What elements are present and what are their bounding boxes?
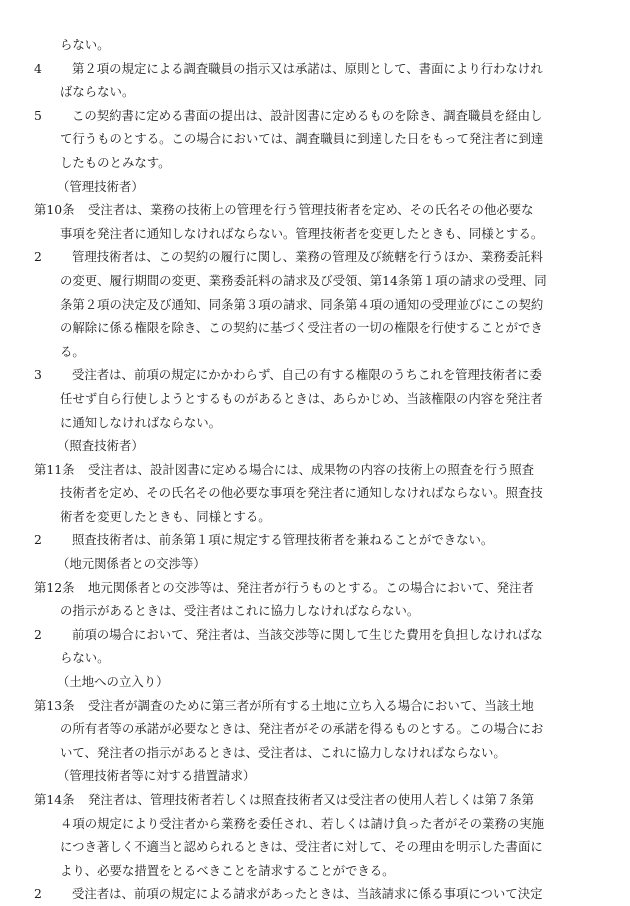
line-text: （地元関係者との交渉等） xyxy=(57,556,206,572)
line-text: る。 xyxy=(60,343,85,359)
paragraph-continuation-line xyxy=(0,269,630,293)
paragraph-continuation-line xyxy=(0,812,630,836)
paragraph-number: 2 xyxy=(34,249,42,265)
line-text: 術者を変更したときも、同様とする。 xyxy=(60,508,271,524)
paragraph-continuation-line xyxy=(0,646,630,670)
line-text: 管理技術者は、この契約の履行に関し、業務の管理及び統轄を行うほか、業務委託料 xyxy=(72,249,543,265)
line-text: 技術者を定め、その氏名その他必要な事項を発注者に通知しなければならない。照査技 xyxy=(60,485,543,501)
paragraph-continuation-line xyxy=(0,859,630,883)
line-text: 前項の場合において、発注者は、当該交渉等に関して生じた費用を負担しなければな xyxy=(72,626,543,642)
paragraph-first-line xyxy=(0,623,630,647)
line-text: らない。 xyxy=(60,650,110,666)
article-first-line xyxy=(0,576,630,600)
article-first-line xyxy=(0,694,630,718)
line-text: に通知しなければならない。 xyxy=(60,414,222,430)
line-text: したものとみなす。 xyxy=(60,154,171,170)
paragraph-continuation-line xyxy=(0,127,630,151)
line-text: 受注者は、前項の規定による請求があったときは、当該請求に係る事項について決定 xyxy=(72,886,543,902)
line-text: （照査技術者） xyxy=(57,438,144,454)
article-heading xyxy=(0,552,630,576)
paragraph-number: 2 xyxy=(34,532,42,548)
paragraph-first-line xyxy=(0,57,630,81)
line-text: この契約書に定める書面の提出は、設計図書に定めるものを除き、調査職員を経由し xyxy=(72,107,543,123)
paragraph-number: 2 xyxy=(34,626,42,642)
line-text: 条第２項の決定及び通知、同条第３項の請求、同条第４項の通知の受理並びにこの契約 xyxy=(60,296,544,312)
line-text: 任せず自ら行使しようとするものがあるときは、あらかじめ、当該権限の内容を発注者 xyxy=(60,390,543,406)
line-text: 地元関係者との交渉等は、発注者が行うものとする。この場合において、発注者 xyxy=(88,579,534,595)
line-text: ４項の規定により受注者から業務を委任され、若しくは請け負った者がその業務の実施 xyxy=(60,815,544,831)
article-first-line xyxy=(0,788,630,812)
article-number: 第11条 xyxy=(34,461,75,477)
paragraph-continuation-line xyxy=(0,222,630,246)
line-text: （管理技術者） xyxy=(57,178,144,194)
paragraph-continuation-line xyxy=(0,717,630,741)
paragraph-continuation-line xyxy=(0,340,630,364)
line-text: 第２項の規定による調査職員の指示又は承諾は、原則として、書面により行わなけれ xyxy=(72,60,543,76)
paragraph-number: 2 xyxy=(34,886,42,902)
line-text: らない。 xyxy=(60,37,110,52)
paragraph-continuation-line xyxy=(0,599,630,623)
paragraph-continuation-line xyxy=(0,316,630,340)
paragraph-first-line xyxy=(0,245,630,269)
line-text: 事項を発注者に通知しなければならない。管理技術者を変更したときも、同様とする。 xyxy=(60,225,544,241)
paragraph-first-line xyxy=(0,363,630,387)
article-number: 第10条 xyxy=(34,202,75,218)
paragraph-continuation-line xyxy=(0,505,630,529)
article-heading xyxy=(0,764,630,788)
article-heading xyxy=(0,175,630,199)
line-text: の変更、履行期間の変更、業務委託料の請求及び受領、第14条第１項の請求の受理、同 xyxy=(60,272,547,288)
article-heading xyxy=(0,434,630,458)
paragraph-continuation-line xyxy=(0,293,630,317)
paragraph-continuation-line xyxy=(0,33,630,57)
line-text: 受注者は、前項の規定にかかわらず、自己の有する権限のうちこれを管理技術者に委 xyxy=(72,367,542,383)
article-first-line xyxy=(0,198,630,222)
line-text: 受注者は、設計図書に定める場合には、成果物の内容の技術上の照査を行う照査 xyxy=(88,461,535,477)
line-text: の所有者等の承諾が必要なときは、発注者がその承諾を得るものとする。この場合にお xyxy=(60,721,544,737)
paragraph-number: 4 xyxy=(34,60,42,76)
line-text: て行うものとする。この場合においては、調査職員に到達した日をもって発注者に到達 xyxy=(60,131,544,147)
line-text: の解除に係る権限を除き、この契約に基づく受注者の一切の権限を行使することができ xyxy=(60,320,543,336)
paragraph-continuation-line xyxy=(0,835,630,859)
paragraph-continuation-line xyxy=(0,741,630,765)
line-text: の指示があるときは、受注者はこれに協力しなければならない。 xyxy=(60,603,420,619)
paragraph-number: 5 xyxy=(34,107,42,123)
article-number: 第13条 xyxy=(34,697,75,713)
paragraph-continuation-line xyxy=(0,481,630,505)
paragraph-number: 3 xyxy=(34,367,42,383)
article-number: 第14条 xyxy=(34,792,75,807)
contract-document xyxy=(0,33,630,906)
paragraph-continuation-line xyxy=(0,411,630,435)
line-text: 照査技術者は、前条第１項に規定する管理技術者を兼ねることができない。 xyxy=(72,532,494,548)
line-text: いて、発注者の指示があるときは、受注者は、これに協力しなければならない。 xyxy=(60,744,506,760)
paragraph-continuation-line xyxy=(0,80,630,104)
line-text: （土地への立入り） xyxy=(57,674,169,690)
line-text: （管理技術者等に対する措置請求） xyxy=(57,768,256,784)
paragraph-first-line xyxy=(0,104,630,128)
paragraph-continuation-line xyxy=(0,151,630,175)
line-text: 受注者は、業務の技術上の管理を行う管理技術者を定め、その氏名その他必要な xyxy=(88,202,534,218)
line-text: ばならない。 xyxy=(60,84,135,100)
article-heading xyxy=(0,670,630,694)
line-text: につき著しく不適当と認められるときは、受注者に対して、その理由を明示した書面に xyxy=(60,839,543,855)
line-text: 受注者が調査のために第三者が所有する土地に立ち入る場合において、当該土地 xyxy=(88,697,534,713)
paragraph-first-line xyxy=(0,882,630,906)
paragraph-continuation-line xyxy=(0,387,630,411)
paragraph-first-line xyxy=(0,528,630,552)
article-number: 第12条 xyxy=(34,579,75,595)
line-text: より、必要な措置をとるべきことを請求することができる。 xyxy=(60,862,395,878)
line-text: 発注者は、管理技術者若しくは照査技術者又は受注者の使用人若しくは第７条第 xyxy=(88,792,535,807)
article-first-line xyxy=(0,458,630,482)
